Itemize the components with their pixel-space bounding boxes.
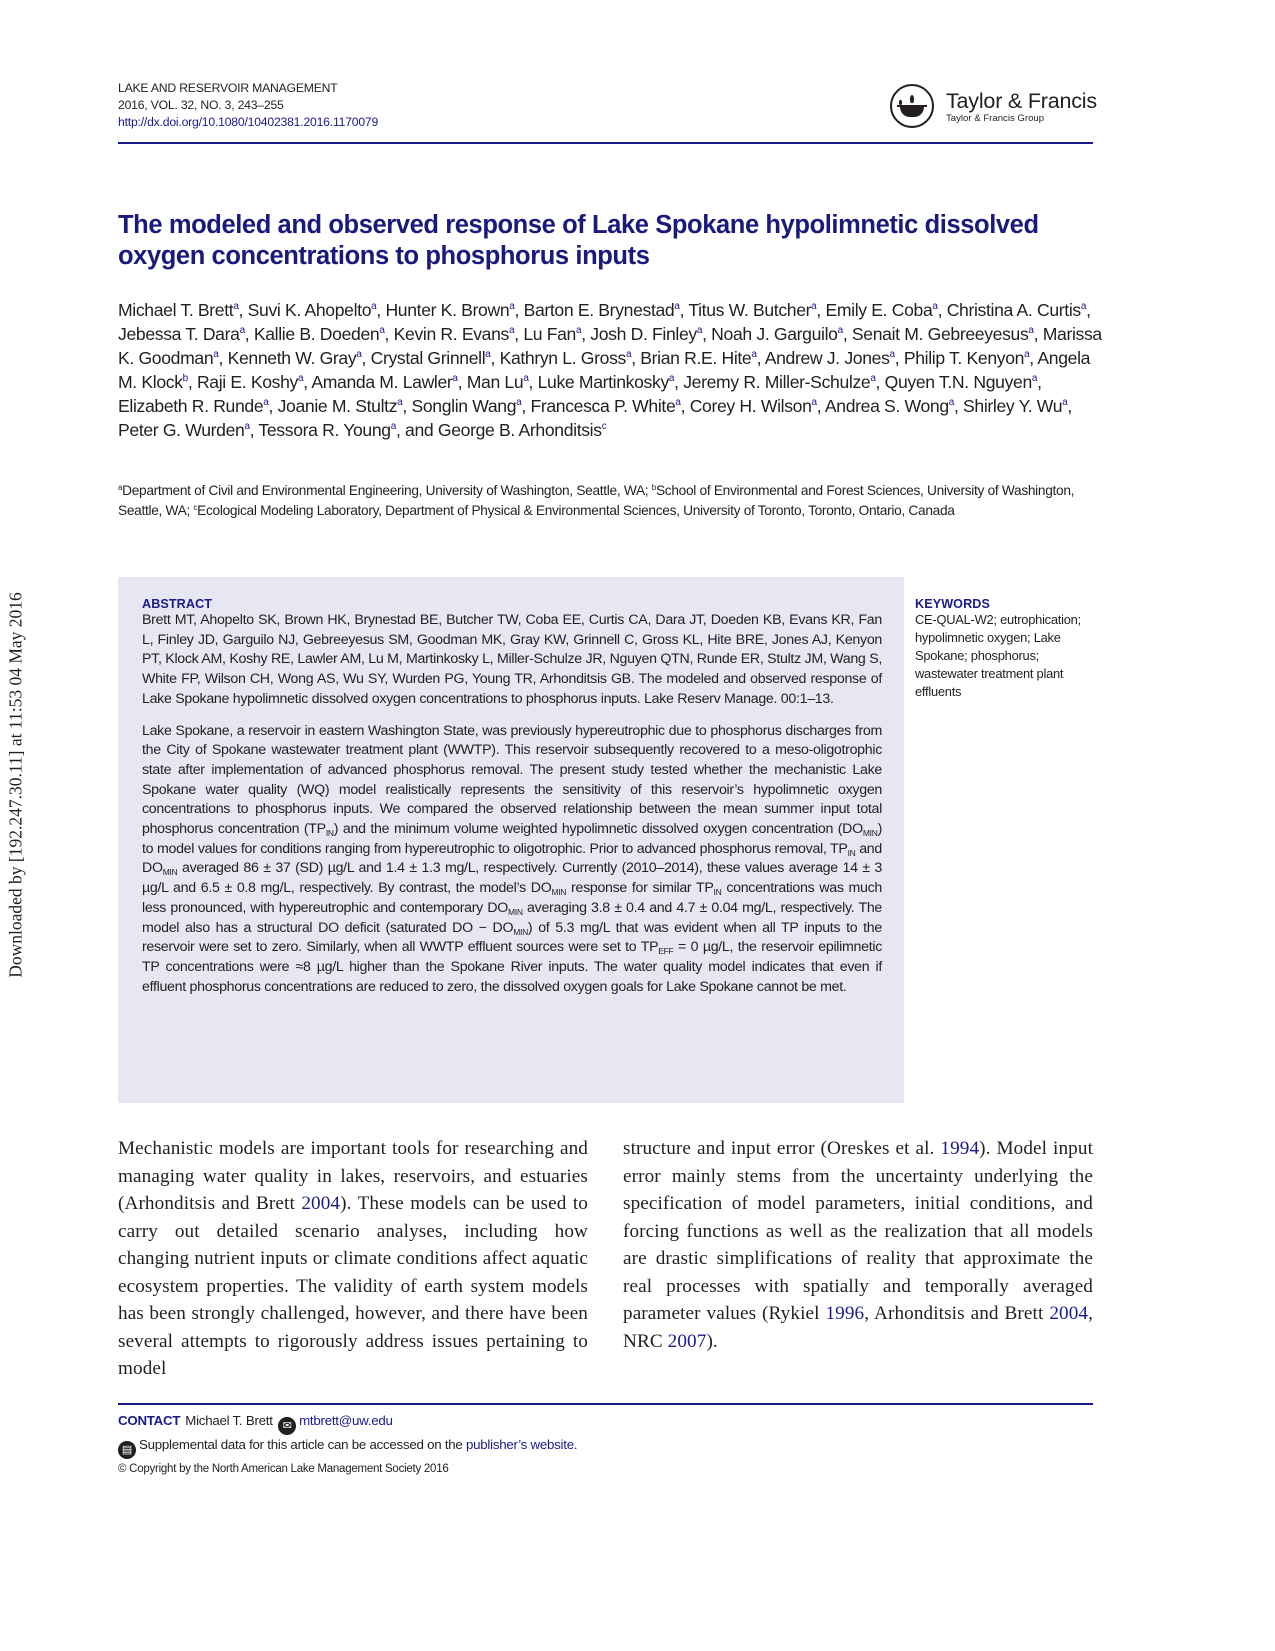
affiliation-marker[interactable]: a (371, 301, 377, 312)
author-name: Songlin Wang (411, 396, 517, 416)
subscript: IN (847, 847, 856, 858)
publisher-group: Taylor & Francis Group (946, 112, 1045, 124)
citation-link[interactable]: 2004 (1049, 1303, 1089, 1324)
affiliation-marker[interactable]: a (674, 301, 680, 312)
author-name: Emily E. Coba (825, 300, 933, 320)
supplement-text: Supplemental data for this article can be accessed on the (139, 1437, 466, 1452)
subscript: IN (325, 828, 334, 839)
affiliation-marker[interactable]: a (675, 397, 681, 408)
affiliation-marker[interactable]: a (870, 373, 876, 384)
abstract-box (118, 577, 904, 1103)
affiliation-marker[interactable]: a (576, 325, 582, 336)
affiliation-marker[interactable]: a (1031, 373, 1038, 384)
author-name: Titus W. Butcher (688, 300, 812, 320)
download-stamp (2, 565, 30, 1005)
affiliation-marker[interactable]: a (509, 325, 515, 336)
author-name: Raji E. Koshy (196, 372, 299, 392)
affiliation-marker[interactable]: a (485, 349, 491, 360)
subscript: EFF (658, 946, 674, 957)
citation-link[interactable]: 1996 (825, 1303, 865, 1324)
author-name: Corey H. Wilson (689, 396, 812, 416)
author-name: Senait M. Gebreeyesus (851, 324, 1029, 344)
affiliation-marker[interactable]: a (811, 301, 817, 312)
author-name: Philip T. Kenyon (903, 348, 1025, 368)
affiliation-marker[interactable]: b (182, 373, 188, 384)
journal-name: LAKE AND RESERVOIR MANAGEMENT (118, 81, 338, 95)
affiliation-marker[interactable]: a (397, 397, 403, 408)
affiliation-marker[interactable]: a (390, 421, 396, 432)
oil-lamp-icon (890, 84, 934, 128)
author-name: Hunter K. Brown (385, 300, 510, 320)
author-name: Angela M. Klock (118, 348, 1091, 392)
article-title: The modeled and observed response of Lake Spokane hypolimnetic dissolved oxygen concentrations to phosphorus inputs (118, 211, 1039, 270)
publisher-name: Taylor & Francis (946, 88, 1097, 113)
affiliation-marker[interactable]: a (1080, 301, 1087, 312)
affiliation-marker[interactable]: a (213, 349, 219, 360)
author-list: Michael T. Brett$^a$, Suvi K. Ahopelto$^a$, Hunter K. Brown$^a$, Barton E. Brynestad$^a$, Titus W. Butcher$^a$, Emily E. Coba$^a$, Christina A. Curtis$^a$, Jebessa T. Dara$^a$, Kallie B. Doeden$^a$, Kevin R. Evans$^a$, Lu Fan$^a$, Josh D. Finley$^a$, Noah J. Garguilo$^a$, Senait M. Gebreeyesus$^a$, Marissa K. Goodman$^a$, Kenneth W. Gray$^a$, Crystal Grinnell$^a$, Kathryn L. Gross$^a$, Brian R.E. Hite$^a$, Andrew J. Jones$^a$, Philip T. Kenyon$^a$, Angela M. Klock$^b$, Raji E. Koshy$^a$, Amanda M. Lawler$^a$, Man Lu$^a$, Luke Martinkosky$^a$, Jeremy R. Miller-Schulze$^a$, Quyen T.N. Nguyen$^a$, Elizabeth R. Runde$^a$, Joanie M. Stultz$^a$, Songlin Wang$^a$, Francesca P. White$^a$, Corey H. Wilson$^a$, Andrea S. Wong$^a$, Shirley Y. Wu$^a$, Peter G. Wurden$^a$, Tessora R. Young$^a$, and George B. Arhonditsis$^c$ (118, 300, 1102, 440)
author-name: Amanda M. Lawler (311, 372, 453, 392)
affiliation-marker[interactable]: a (1062, 397, 1068, 408)
contact-label: CONTACT (118, 1413, 181, 1428)
affiliation-marker[interactable]: a (244, 421, 250, 432)
citation-link[interactable]: 2007 (667, 1330, 707, 1352)
affiliation-marker[interactable]: a (509, 301, 515, 312)
affiliation-marker[interactable]: a (298, 373, 304, 384)
affiliation-marker[interactable]: a (516, 397, 522, 408)
abstract-body: Lake Spokane, a reservoir in eastern Washington State, was previously hypereutrophic due to phosphorus discharges from the City of Spokane wastewater treatment plant (WWTP). This reservoir subsequently recovered to a meso-oligotrophic state after implementation of advanced phosphorus removal. The present study tested whether the mechanistic Lake Spokane water quality (WQ) model realistically represents the sensitivity of this reservoir’s hypolimnetic oxygen concentrations to phosphorus inputs. We compared the observed relationship between the mean summer input total phosphorus concentration $(TP_{IN})$ and the minimum volume weighted hypolimnetic dissolved oxygen concentration $(DO_{MIN})$ to model values for conditions ranging from hypereutrophic to oligotrophic. Prior to advanced phosphorus removal, $TP_{IN}$ and $DO_{MIN}$ averaged 86 ± 37 (SD) µg/L and 1.4 ± 1.3 mg/L, respectively. Currently (2010–2014), these values average 14 ± 3 µg/L and 6.5 ± 0.8 mg/L, respectively. By contrast, the model’s $DO_{MIN}$ response for similar $TP_{IN}$ concentrations was much less pronounced, with hypereutrophic and contemporary $DO_{MIN}$ averaging 3.8 ± 0.4 and 4.7 ± 0.04 mg/L, respectively. The model also has a structural DO deficit (saturated DO − $DO_{MIN}$) of 5.3 mg/L that was evident when all TP inputs to the reservoir were set to zero. Similarly, when all WWTP effluent sources were set to $TP_{EFF} = 0$ µg/L, the reservoir epilimnetic TP concentrations were ≈8 µg/L higher than the Spokane River inputs. The water quality model indicates that even if effluent phosphorus concentrations are reduced to zero, the dissolved oxygen goals for Lake Spokane cannot be met. (142, 722, 882, 995)
author-name: Christina A. Curtis (946, 300, 1081, 320)
abstract-heading: ABSTRACT (142, 597, 213, 611)
citation-link[interactable]: 1994 (940, 1138, 980, 1159)
affiliation-marker[interactable]: a (523, 373, 529, 384)
author-name: Andrew J. Jones (764, 348, 890, 368)
affiliation-key: c (193, 503, 198, 512)
affiliation-marker[interactable]: a (356, 349, 362, 360)
affiliation-text: School of Environmental and Forest Sciences, University of Washington, Seattle, WA; (118, 483, 1075, 518)
affiliations (118, 481, 1103, 521)
header-divider (118, 142, 1093, 144)
author-name: Kallie B. Doeden (253, 324, 380, 344)
author-name: Andrea S. Wong (824, 396, 949, 416)
publisher-website-link[interactable]: publisher’s website (466, 1437, 574, 1452)
affiliation-marker[interactable]: a (668, 373, 675, 384)
affiliation-marker[interactable]: a (696, 325, 703, 336)
affiliation-marker[interactable]: a (889, 349, 895, 360)
body-column-left: Mechanistic models are important tools for researching and managing water quality in lakes, reservoirs, and estuaries (Arhonditsis and Brett 2004). These models can be used to carry out detailed scenario analyses, including how changing nutrient inputs or climate conditions affect aquatic ecosystem properties. The validity of earth system models has been strongly challenged, however, and there have been several attempts to rigorously address issues pertaining to model (118, 1138, 588, 1379)
affiliation-text: Department of Civil and Environmental Engineering, University of Washington, Seattle, WA; (122, 483, 652, 498)
author-name: Suvi K. Ahopelto (247, 300, 372, 320)
email-link[interactable]: mtbrett@uw.edu (299, 1413, 393, 1428)
footer-divider (118, 1403, 1093, 1405)
author-name: Man Lu (466, 372, 524, 392)
keywords-heading: KEYWORDS (915, 597, 990, 611)
author-name: Jeremy R. Miller-Schulze (683, 372, 871, 392)
affiliation-marker[interactable]: a (1024, 349, 1030, 360)
author-name: Kenneth W. Gray (227, 348, 357, 368)
author-name: Lu Fan (523, 324, 576, 344)
author-name: Crystal Grinnell (370, 348, 486, 368)
affiliation-text: Ecological Modeling Laboratory, Department of Physical & Environmental Sciences, University of Toronto, Toronto, Ontario, Canada (197, 503, 955, 518)
author-name: Joanie M. Stultz (277, 396, 398, 416)
affiliation-marker[interactable]: a (932, 301, 938, 312)
footer (118, 1411, 577, 1479)
doi-link[interactable]: http://dx.doi.org/10.1080/10402381.2016.1170079 (118, 115, 379, 129)
author-name: Tessora R. Young (258, 420, 391, 440)
author-name: Josh D. Finley (590, 324, 697, 344)
author-name: Luke Martinkosky (537, 372, 669, 392)
author-name: Peter G. Wurden (118, 420, 245, 440)
affiliation-marker[interactable]: a (239, 325, 245, 336)
author-name: Michael T. Brett (118, 300, 234, 320)
affiliation-marker[interactable]: a (948, 397, 954, 408)
affiliation-marker[interactable]: a (837, 325, 843, 336)
subscript: IN (713, 887, 722, 898)
subscript: MIN (513, 926, 528, 937)
keywords-text: CE-QUAL-W2; eutrophication; hypolimnetic oxygen; Lake Spokane; phosphorus; wastewater treatment plant effluents (915, 612, 1081, 699)
body-column-right: structure and input error (Oreskes et al. 1994). Model input error mainly stems from the uncertainty underlying the specification of model parameters, initial conditions, and forcing functions as well as the realization that all models are drastic simplifications of reality that approximate the real processes with spatially and temporally averaged parameter values (Rykiel 1996, Arhonditsis and Brett 2004, NRC 2007). (623, 1138, 1093, 1352)
author-name: Noah J. Garguilo (711, 324, 838, 344)
copyright: © Copyright by the North American Lake Management Society 2016 (118, 1463, 449, 1475)
supplement-icon: ▤ (118, 1441, 136, 1459)
affiliation-marker[interactable]: c (601, 421, 607, 432)
subscript: MIN (862, 828, 878, 839)
affiliation-marker[interactable]: a (751, 349, 757, 360)
author-name: Francesca P. White (530, 396, 676, 416)
author-name: Jebessa T. Dara (118, 324, 240, 344)
affiliation-marker[interactable]: a (811, 397, 817, 408)
abstract-citation: Brett MT, Ahopelto SK, Brown HK, Brynestad BE, Butcher TW, Coba EE, Curtis CA, Dara JT, Doeden KB, Evans KR, Fan L, Finley JD, Garguilo NJ, Gebreeyesus SM, Goodman MK, Gray KW, Grinnell C, Gross KL, Hite BRE, Jones AJ, Kenyon PT, Klock AM, Koshy RE, Lawler AM, Lu M, Martinkosky L, Miller-Schulze JR, Nguyen QTN, Runde ER, Stultz JM, Wang S, White FP, Wilson CH, Wong AS, Wu SY, Wurden PG, Young TR, Arhonditsis GB. The modeled and observed response of Lake Spokane hypolimnetic dissolved oxygen concentrations to phosphorus inputs. Lake Reserv Manage. 00:1–13. (142, 612, 882, 707)
subscript: MIN (508, 906, 523, 917)
journal-header (118, 80, 378, 131)
author-name: Kevin R. Evans (393, 324, 510, 344)
supplement-line: ▤ Supplemental data for this article can be accessed on the publisher’s website. (118, 1435, 577, 1459)
author-name: Kathryn L. Gross (499, 348, 626, 368)
keywords-panel (915, 597, 1100, 701)
author-name: Brian R.E. Hite (640, 348, 752, 368)
citation-link[interactable]: 2004 (301, 1193, 341, 1214)
author-name: Marissa K. Goodman (118, 324, 1102, 368)
affiliation-marker[interactable]: a (263, 397, 269, 408)
affiliation-marker[interactable]: a (233, 301, 239, 312)
author-name: Barton E. Brynestad (523, 300, 675, 320)
contact-name: Michael T. Brett (185, 1413, 273, 1428)
affiliation-key: b (651, 483, 656, 492)
affiliation-marker[interactable]: a (1028, 325, 1034, 336)
publisher-logo (890, 84, 1097, 128)
affiliation-key: a (118, 483, 123, 492)
subscript: MIN (162, 867, 178, 878)
contact-line (118, 1411, 577, 1435)
author-name: Quyen T.N. Nguyen (884, 372, 1032, 392)
affiliation-marker[interactable]: a (379, 325, 385, 336)
volume-info: 2016, VOL. 32, NO. 3, 243–255 (118, 98, 284, 112)
envelope-icon: ✉ (278, 1417, 296, 1435)
author-name: Shirley Y. Wu (963, 396, 1063, 416)
author-name: George B. Arhonditsis (437, 420, 602, 440)
author-name: Elizabeth R. Runde (118, 396, 264, 416)
affiliation-marker[interactable]: a (452, 373, 458, 384)
download-stamp-text: Downloaded by [192.247.30.11] at 11:53 04 May 2016 (5, 592, 26, 978)
subscript: MIN (551, 887, 567, 898)
affiliation-marker[interactable]: a (625, 349, 632, 360)
